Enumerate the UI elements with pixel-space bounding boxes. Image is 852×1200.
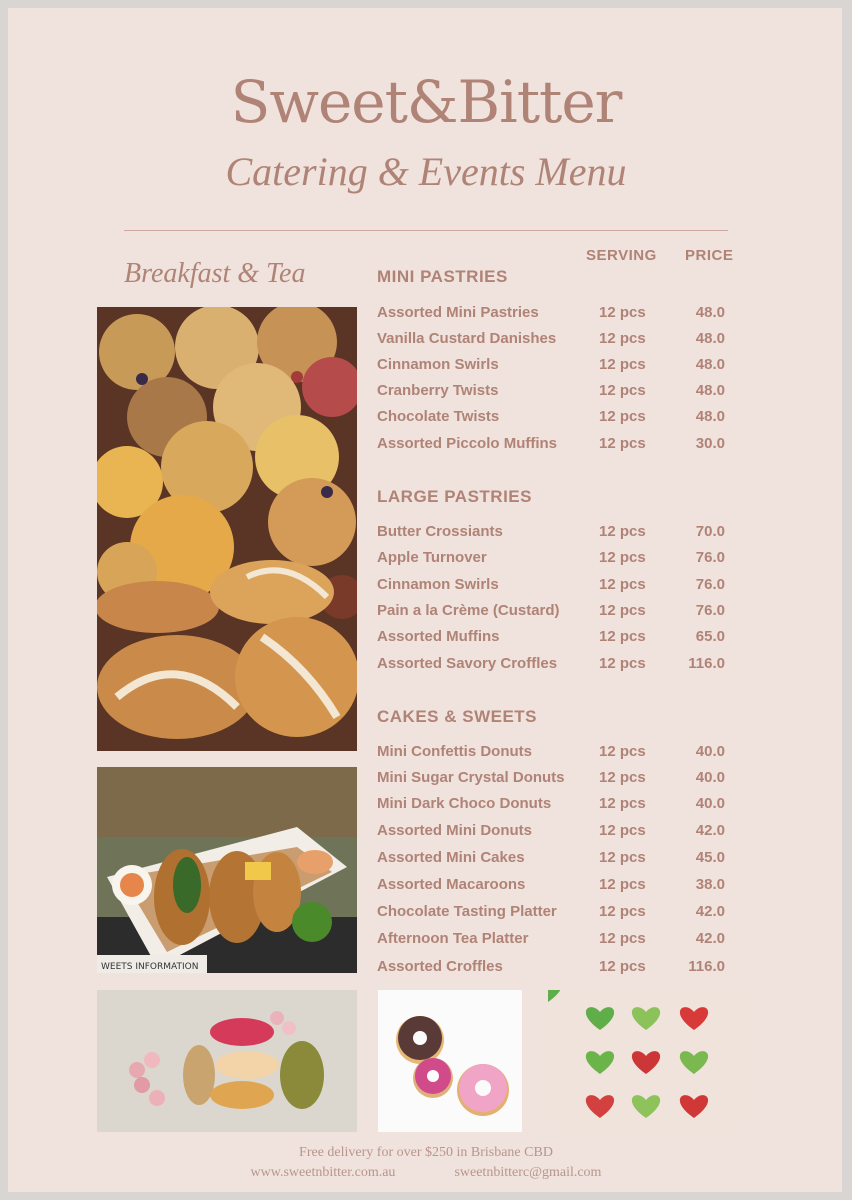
item-price: 76.0	[695, 549, 725, 566]
item-price: 48.0	[695, 408, 725, 425]
item-name: Assorted Muffins	[377, 628, 500, 645]
item-price: 48.0	[695, 330, 725, 347]
macarons-photo	[97, 990, 357, 1132]
item-price: 40.0	[695, 795, 725, 812]
pastries-photo	[97, 307, 357, 751]
item-price: 76.0	[695, 576, 725, 593]
column-header-serving: SERVING	[586, 247, 657, 264]
item-serving: 12 pcs	[599, 330, 646, 347]
item-price: 65.0	[695, 628, 725, 645]
menu-row	[377, 876, 737, 898]
item-name: Assorted Piccolo Muffins	[377, 435, 558, 452]
svg-text:WEETS INFORMATION: WEETS INFORMATION	[101, 962, 199, 972]
item-serving: 12 pcs	[599, 849, 646, 866]
item-name: Mini Confettis Donuts	[377, 743, 532, 760]
item-name: Assorted Mini Cakes	[377, 849, 525, 866]
chocolates-photo	[548, 990, 748, 1132]
item-price: 40.0	[695, 743, 725, 760]
menu-row	[377, 743, 737, 765]
item-price: 76.0	[695, 602, 725, 619]
item-price: 48.0	[695, 304, 725, 321]
menu-row	[377, 356, 737, 378]
item-name: Apple Turnover	[377, 549, 487, 566]
item-name: Assorted Croffles	[377, 958, 503, 975]
item-price: 48.0	[695, 382, 725, 399]
item-price: 42.0	[695, 822, 725, 839]
brand-logo: Sweet&Bitter	[230, 68, 622, 136]
item-serving: 12 pcs	[599, 876, 646, 893]
item-name: Assorted Mini Pastries	[377, 304, 539, 321]
item-serving: 12 pcs	[599, 930, 646, 947]
menu-row	[377, 408, 737, 430]
item-serving: 12 pcs	[599, 903, 646, 920]
item-price: 70.0	[695, 523, 725, 540]
item-serving: 12 pcs	[599, 576, 646, 593]
item-name: Cinnamon Swirls	[377, 356, 499, 373]
donuts-photo	[378, 990, 522, 1132]
menu-row	[377, 304, 737, 326]
item-serving: 12 pcs	[599, 523, 646, 540]
item-serving: 12 pcs	[599, 408, 646, 425]
item-name: Cinnamon Swirls	[377, 576, 499, 593]
item-serving: 12 pcs	[599, 743, 646, 760]
item-serving: 12 pcs	[599, 435, 646, 452]
menu-row	[377, 822, 737, 844]
menu-row	[377, 628, 737, 650]
menu-subtitle: Catering & Events Menu	[225, 149, 627, 194]
item-name: Mini Sugar Crystal Donuts	[377, 769, 565, 786]
item-serving: 12 pcs	[599, 958, 646, 975]
item-name: Pain a la Crème (Custard)	[377, 602, 560, 619]
website-link[interactable]: www.sweetnbitter.com.au	[250, 1165, 396, 1180]
section-title-mini-pastries: MINI PASTRIES	[377, 267, 508, 286]
item-name: Assorted Macaroons	[377, 876, 526, 893]
item-serving: 12 pcs	[599, 769, 646, 786]
menu-row	[377, 330, 737, 352]
menu-row	[377, 655, 737, 677]
menu-row	[377, 930, 737, 952]
section-title-large-pastries: LARGE PASTRIES	[377, 487, 532, 506]
item-name: Assorted Savory Croffles	[377, 655, 558, 672]
menu-row	[377, 576, 737, 598]
item-serving: 12 pcs	[599, 795, 646, 812]
item-name: Afternoon Tea Platter	[377, 930, 529, 947]
section-title-cakes-sweets: CAKES & SWEETS	[377, 707, 538, 726]
menu-row	[377, 795, 737, 817]
item-name: Cranberry Twists	[377, 382, 499, 399]
item-name: Mini Dark Choco Donuts	[377, 795, 552, 812]
delivery-note: Free delivery for over $250 in Brisbane CBD	[299, 1145, 553, 1160]
menu-row	[377, 523, 737, 545]
item-serving: 12 pcs	[599, 356, 646, 373]
menu-row	[377, 769, 737, 791]
item-price: 48.0	[695, 356, 725, 373]
item-name: Vanilla Custard Danishes	[377, 330, 557, 347]
item-name: Butter Crossiants	[377, 523, 503, 540]
item-serving: 12 pcs	[599, 822, 646, 839]
item-serving: 12 pcs	[599, 549, 646, 566]
item-price: 45.0	[695, 849, 725, 866]
item-price: 42.0	[695, 903, 725, 920]
menu-row	[377, 849, 737, 871]
column-header-price: PRICE	[685, 247, 734, 264]
item-price: 42.0	[695, 930, 725, 947]
menu-row	[377, 382, 737, 404]
menu-row	[377, 903, 737, 925]
menu-row	[377, 549, 737, 571]
item-serving: 12 pcs	[599, 628, 646, 645]
item-name: Assorted Mini Donuts	[377, 822, 533, 839]
croffles-photo	[97, 767, 357, 973]
item-name: Chocolate Twists	[377, 408, 500, 425]
section-heading-breakfast-tea: Breakfast & Tea	[124, 258, 306, 289]
menu-row	[377, 435, 737, 457]
header-divider	[124, 230, 728, 231]
menu-row	[377, 602, 737, 624]
item-serving: 12 pcs	[599, 655, 646, 672]
item-name: Chocolate Tasting Platter	[377, 903, 557, 920]
menu-row	[377, 958, 737, 980]
item-serving: 12 pcs	[599, 304, 646, 321]
item-price: 38.0	[695, 876, 725, 893]
contact-line	[0, 1165, 852, 1181]
item-price: 40.0	[695, 769, 725, 786]
item-price: 116.0	[688, 655, 725, 672]
item-serving: 12 pcs	[599, 602, 646, 619]
item-price: 116.0	[688, 958, 725, 975]
item-price: 30.0	[695, 435, 725, 452]
email-link[interactable]: sweetnbitterc@gmail.com	[454, 1165, 602, 1180]
item-serving: 12 pcs	[599, 382, 646, 399]
